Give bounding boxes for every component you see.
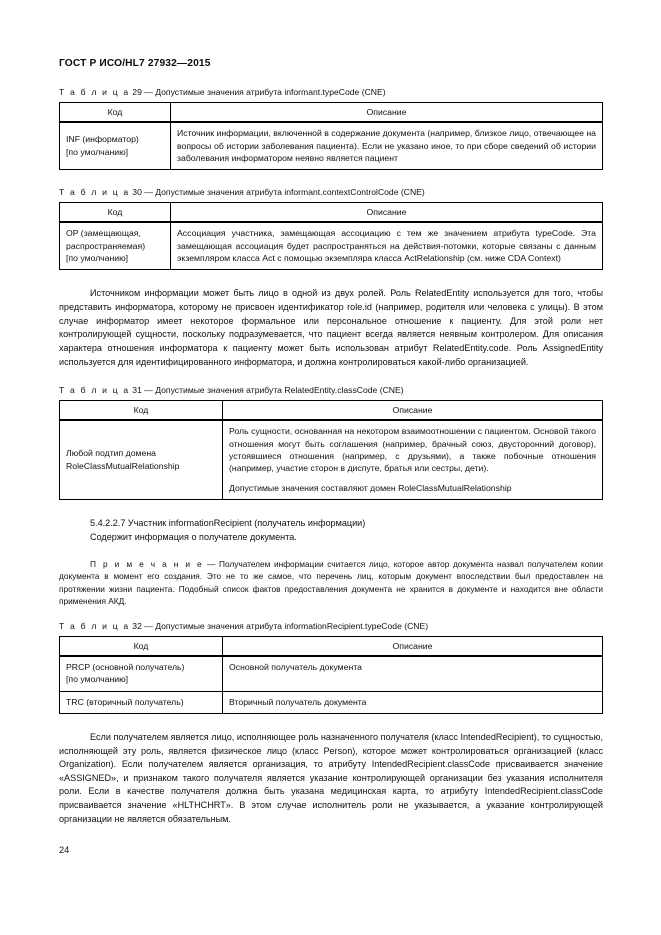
cell-description: Ассоциация участника, замещающая ассоциацию с тем же значением атрибута typeCode. Эта замещающая ассоциация будет распространяться на действия-потомки, которые связаны с данным экземпляром класса Act с помощью экземпляра класса ActRelationship (см. ниже CDA Context) xyxy=(171,222,603,270)
column-header-code: Код xyxy=(60,203,171,223)
cell-code: PRCP (основной получатель) [по умолчанию] xyxy=(60,656,223,691)
cell-code: Любой подтип домена RoleClassMutualRelationship xyxy=(60,420,223,499)
cell-code: OP (замещающая, распространяемая) [по умолчанию] xyxy=(60,222,171,270)
caption-rest-29: — Допустимые значения атрибута informant.typeCode (CNE) xyxy=(144,87,386,98)
cell-description-para-2: Допустимые значения составляют домен RoleClassMutualRelationship xyxy=(229,482,512,493)
page-content xyxy=(59,58,603,842)
column-header-description: Описание xyxy=(171,102,603,122)
column-header-description: Описание xyxy=(223,401,603,421)
caption-word-32: Т а б л и ц а xyxy=(59,620,130,631)
paragraph-informant-source: Источником информации может быть лицо в одной из двух ролей. Роль RelatedEntity используется для того, чтобы представить информатора, которому не присвоен идентификатор role.id (например, родителя или человека с улицы). В этом случае информатор имеет некоторое формальное или персональное отношение к пациенту. Для этой роли нет контролирующей сущности, поскольку подразумевается, что пациент всегда является неявным контролером. Для описания характера отношения информатора к пациенту может быть использован атрибут RelatedEntity.code. Роль AssignedEntity используется для идентифицированного информатора, и должна контролироваться какой-либо организацией. xyxy=(59,288,603,367)
cell-description-para-1: Роль сущности, основанная на некотором взаимоотношении с пациентом. Основой такого отношения могут быть соглашения (например, брачный союз, двусторонний договор), устоявшиеся отношения (например, с друзьями), а также побочные отношения (например, участие сторон в диспуте, братья или сестры, дети). xyxy=(229,426,596,474)
table-30 xyxy=(59,202,603,270)
caption-word-30: Т а б л и ц а xyxy=(59,187,130,198)
table-row xyxy=(60,691,603,713)
caption-rest-31: — Допустимые значения атрибута RelatedEntity.classCode (CNE) xyxy=(144,385,404,396)
caption-number-31: 31 xyxy=(132,385,142,396)
note-text: Получателем информации считается лицо, которое автор документа назвал получателем копии документа в момент его создания. Это не то же самое, что перечень лиц, которым документ впоследствии был предоставлен на протяжении жизни пациента. Подобный список фактов предоставления документа не хранится в документе и находится вне области применения АКД. xyxy=(59,559,603,606)
cell-code: INF (информатор) [по умолчанию] xyxy=(60,122,171,170)
table-caption-30 xyxy=(59,187,603,198)
clause-title: 5.4.2.2.7 Участник informationRecipient (получатель информации) xyxy=(90,518,366,529)
table-row xyxy=(60,122,603,170)
column-header-code: Код xyxy=(60,102,171,122)
column-header-code: Код xyxy=(60,636,223,656)
table-header-row xyxy=(60,636,603,656)
note-dash: — xyxy=(203,559,219,570)
cell-description: Источник информации, включенной в содержание документа (например, близкое лицо, отвечающее на вопросы об истории заболевания пациента). Если не указано иное, то при сборе сведений об истории заболевания информатором неявно является пациент xyxy=(171,122,603,170)
caption-rest-30: — Допустимые значения атрибута informant.contextControlCode (CNE) xyxy=(144,187,425,198)
note-label: П р и м е ч а н и е xyxy=(90,559,204,570)
caption-word-31: Т а б л и ц а xyxy=(59,385,130,396)
caption-rest-32: — Допустимые значения атрибута informationRecipient.typeCode (CNE) xyxy=(144,620,429,631)
table-row xyxy=(60,420,603,499)
caption-number-30: 30 xyxy=(132,187,142,198)
table-32 xyxy=(59,636,603,714)
column-header-description: Описание xyxy=(223,636,603,656)
note-block xyxy=(59,558,603,606)
caption-number-29: 29 xyxy=(132,87,142,98)
table-29 xyxy=(59,102,603,170)
table-caption-29 xyxy=(59,87,603,98)
clause-5-4-2-2-7 xyxy=(59,517,603,544)
page-number: 24 xyxy=(59,845,70,855)
table-row xyxy=(60,222,603,270)
table-31 xyxy=(59,400,603,500)
standard-header: ГОСТ Р ИСО/HL7 27932—2015 xyxy=(59,58,211,69)
paragraph-recipient-rules: Если получателем является лицо, исполняющее роль назначенного получателя (класс IntendedRecipient), то сущностью, исполняющей эту роль, является физическое лицо (класс Person), которое может контролироваться организацией (класс Organization). Если получателем является организация, то атрибуту IntendedRecipient.classCode присваивается значение «ASSIGNED», и признаком такого получателя является указание контролирующей организации без указания исполнителя роли. Если в качестве получателя должна быть указана медицинская карта, то атрибуту IntendedRecipient.classCode присваивается значение «HLTHCHRT». В этом случае исполнитель роли не указывается, а указание контролирующей организации не является обязательным. xyxy=(59,731,603,824)
cell-description: Вторичный получатель документа xyxy=(223,691,603,713)
table-caption-31 xyxy=(59,385,603,396)
clause-lead-text: Содержит информация о получателе документа. xyxy=(90,531,297,542)
cell-description xyxy=(223,420,603,499)
table-header-row xyxy=(60,401,603,421)
column-header-description: Описание xyxy=(171,203,603,223)
caption-number-32: 32 xyxy=(132,620,142,631)
caption-word-29: Т а б л и ц а xyxy=(59,87,130,98)
table-header-row xyxy=(60,203,603,223)
column-header-code: Код xyxy=(60,401,223,421)
cell-code: TRC (вторичный получатель) xyxy=(60,691,223,713)
table-row xyxy=(60,656,603,691)
table-caption-32 xyxy=(59,621,603,632)
table-header-row xyxy=(60,102,603,122)
cell-description: Основной получатель документа xyxy=(223,656,603,691)
